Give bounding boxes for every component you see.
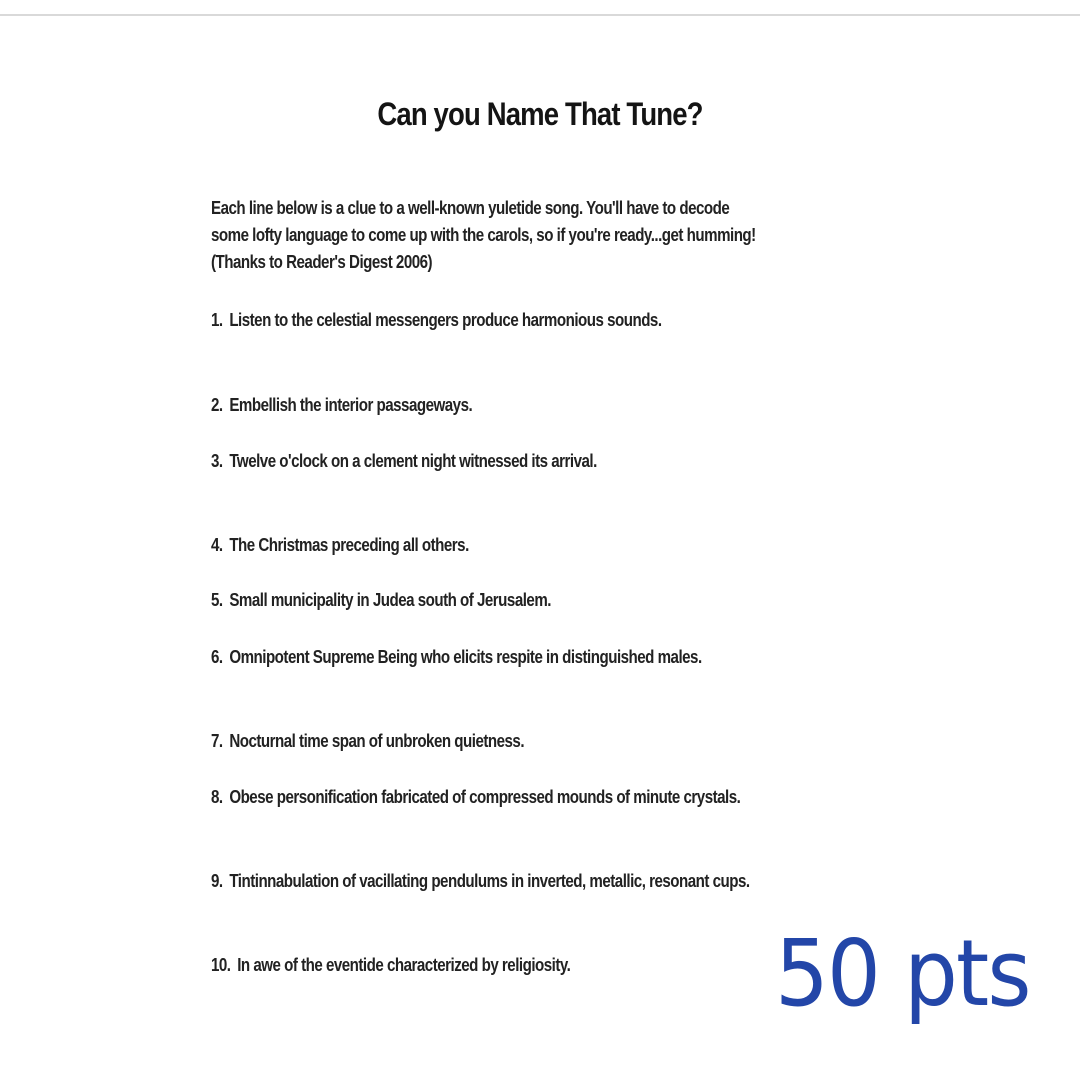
clue-number: 9. — [211, 871, 223, 891]
clue-item-9 — [211, 871, 750, 892]
clue-item-2 — [211, 395, 472, 416]
clue-number: 7. — [211, 731, 223, 751]
clue-item-3 — [211, 451, 597, 472]
clue-item-1 — [211, 310, 662, 331]
intro-line: Each line below is a clue to a well-known yuletide song. You'll have to decode — [211, 198, 730, 218]
clue-text: Embellish the interior passageways. — [229, 395, 473, 415]
clue-item-10 — [211, 955, 570, 976]
clue-text: Omnipotent Supreme Being who elicits respite in distinguished males. — [229, 647, 702, 667]
clue-item-5 — [211, 590, 551, 611]
handwritten-score: 50 pts — [775, 920, 1030, 1027]
page-title: Can you Name That Tune? — [377, 96, 703, 132]
clue-text: Obese personification fabricated of compressed mounds of minute crystals. — [229, 787, 741, 807]
intro-line: some lofty language to come up with the carols, so if you're ready...get humming! — [211, 225, 756, 245]
clue-item-4 — [211, 535, 469, 556]
intro-paragraph — [211, 195, 971, 276]
clue-text: Tintinnabulation of vacillating pendulums in inverted, metallic, resonant cups. — [229, 871, 750, 891]
clue-number: 3. — [211, 451, 223, 471]
clue-text: The Christmas preceding all others. — [229, 535, 469, 555]
clue-number: 2. — [211, 395, 223, 415]
clue-text: Small municipality in Judea south of Jerusalem. — [229, 590, 551, 610]
clue-number: 5. — [211, 590, 223, 610]
clue-text: Nocturnal time span of unbroken quietness. — [229, 731, 525, 751]
clue-text: Twelve o'clock on a clement night witnessed its arrival. — [229, 451, 597, 471]
clue-item-7 — [211, 731, 524, 752]
clue-number: 10. — [211, 955, 231, 975]
clue-item-8 — [211, 787, 740, 808]
clue-text: Listen to the celestial messengers produce harmonious sounds. — [229, 310, 662, 330]
clue-text: In awe of the eventide characterized by religiosity. — [237, 955, 571, 975]
clue-number: 8. — [211, 787, 223, 807]
clue-number: 4. — [211, 535, 223, 555]
top-divider — [0, 14, 1080, 16]
clue-item-6 — [211, 647, 702, 668]
intro-line: (Thanks to Reader's Digest 2006) — [211, 252, 433, 272]
clue-number: 6. — [211, 647, 223, 667]
clue-number: 1. — [211, 310, 223, 330]
